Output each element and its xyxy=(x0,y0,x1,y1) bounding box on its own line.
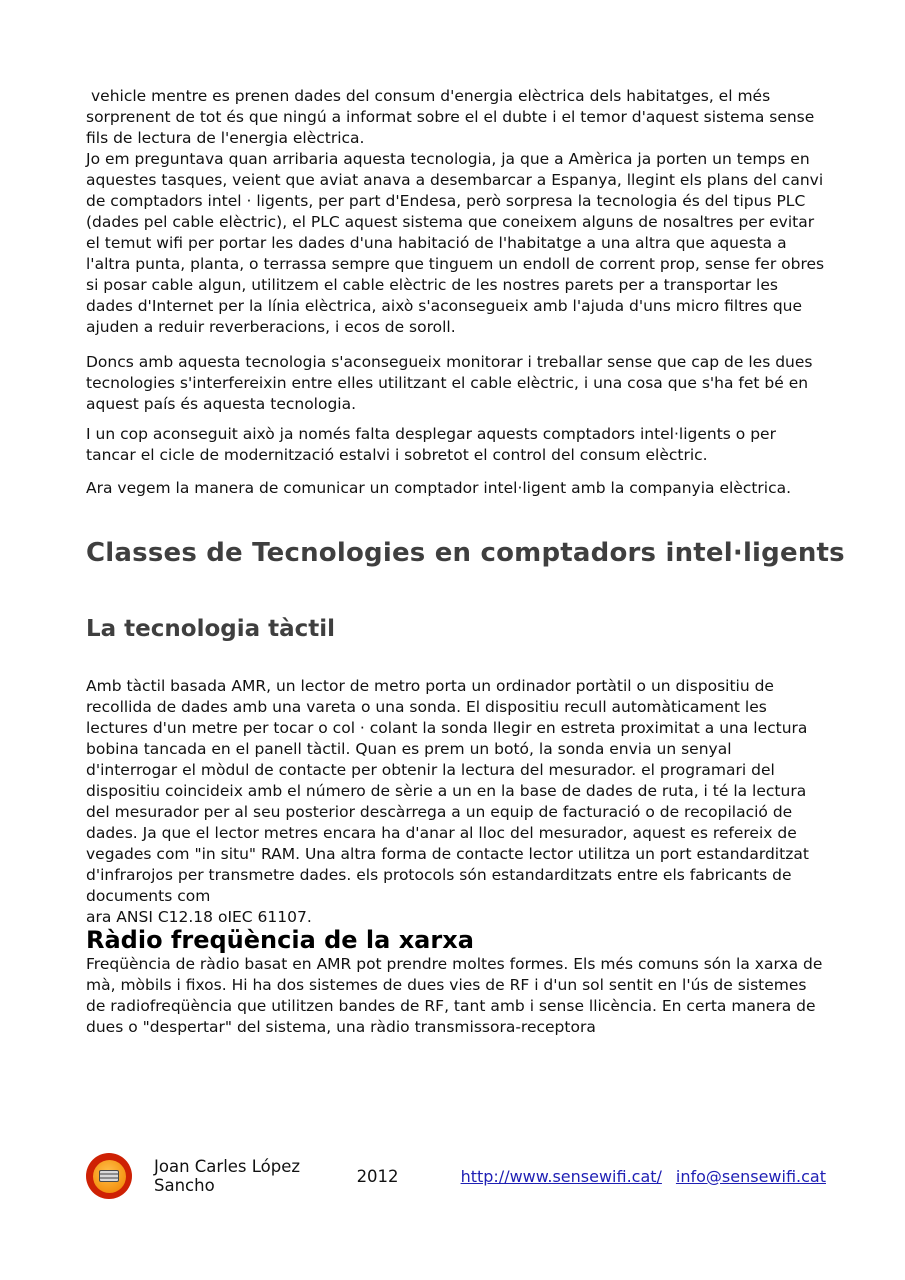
paragraph-aravegem: Ara vegem la manera de comunicar un comptador intel·ligent amb la companyia elèctrica. xyxy=(86,479,792,497)
page-footer xyxy=(86,1153,826,1199)
paragraph-radio: Freqüència de ràdio basat en AMR pot prendre moltes formes. Els més comuns són la xarxa de mà, mòbils i fixos. Hi ha dos sistemes de dues vies de RF i d'un sol sentit en l'ús de sistemes de radiofreqüència que utilitzen bandes de RF, tant amb i sense llicència. En certa manera de dues o "despertar" del sistema, una ràdio transmissora-receptora xyxy=(86,955,823,1036)
paragraph-intro-2: Jo em preguntava quan arribaria aquesta tecnologia, ja que a Amèrica ja porten un temps en aquestes tasques, veient que aviat anava a desembarcar a Espanya, llegint els plans del canvi de comptadors intel · ligents, per part d'Endesa, però sorpresa la tecnologia és del tipus PLC (dades pel cable elèctric), el PLC aquest sistema que coneixem alguns de nosaltres per evitar el temut wifi per portar les dades d'una habitació de l'habitatge a una altra que aquesta a l'altra punta, planta, o terrassa sempre que tinguem un endoll de corrent prop, sense fer obres si posar cable algun, utilitzem el cable elèctric de les nostres parets per a transportar les dades d'Internet per la línia elèctrica, això s'aconsegueix amb l'ajuda d'uns micro filtres que ajuden a reduir reverberacions, i ecos de soroll. xyxy=(86,150,825,336)
paragraph-tactil-lastline: ara ANSI C12.18 oIEC 61107. xyxy=(86,908,312,926)
heading-radio-frequencia: Ràdio freqüència de la xarxa xyxy=(86,926,474,954)
paragraph-doncs: Doncs amb aquesta tecnologia s'aconsegueix monitorar i treballar sense que cap de les dues tecnologies s'interfereixin entre elles utilitzant el cable elèctric, i una cosa que s'ha fet bé en aquest país és aquesta tecnologia. xyxy=(86,353,813,413)
paragraph-iuncop: I un cop aconseguit això ja només falta desplegar aquests comptadors intel·ligents o per tancar el cicle de modernització estalvi i sobretot el control del consum elèctric. xyxy=(86,425,776,464)
sensewifi-logo-inner xyxy=(93,1160,126,1193)
footer-author: Joan Carles López Sancho xyxy=(154,1157,301,1195)
sensewifi-logo-icon xyxy=(86,1153,132,1199)
paragraph-tactil-main: Amb tàctil basada AMR, un lector de metro porta un ordinador portàtil o un dispositiu de recollida de dades amb una vareta o una sonda. El dispositiu recull automàticament les lectures d'un metre per tocar o col · colant la sonda llegir en estreta proximitat a una lectura bobina tancada en el panell tàctil. Quan es prem un botó, la sonda envia un senyal d'interrogar el mòdul de contacte per obtenir la lectura del mesurador. el programari del dispositiu coincideix amb el número de sèrie a un en la base de dades de ruta, i té la lectura del mesurador per al seu posterior descàrrega a un equip de facturació o de recopilació de dades. Ja que el lector metres encara ha d'anar al lloc del mesurador, aquest es refereix de vegades com "in situ" RAM. Una altra forma de contacte lector utilitza un port estandarditzat d'infrarojos per transmetre dades. els protocols són estandarditzats entre els fabricants de documents com xyxy=(86,677,809,905)
paragraph-intro-1: vehicle mentre es prenen dades del consum d'energia elèctrica dels habitatges, el més sorprenent de tot és que ningú a informat sobre el el dubte i el temor d'aquest sistema sense fils de lectura de l'energia elèctrica. xyxy=(86,87,815,147)
heading-classes-tecnologies: Classes de Tecnologies en comptadors intel·ligents xyxy=(86,538,845,568)
document-body xyxy=(86,86,845,1038)
heading-tecnologia-tactil: La tecnologia tàctil xyxy=(86,616,336,642)
paragraph-tactil xyxy=(86,676,826,928)
sensewifi-logo-grill xyxy=(99,1170,119,1182)
footer-links xyxy=(461,1167,826,1186)
footer-year: 2012 xyxy=(356,1166,399,1186)
website-link[interactable]: http://www.sensewifi.cat/ xyxy=(460,1166,662,1186)
email-link[interactable]: info@sensewifi.cat xyxy=(675,1166,826,1186)
